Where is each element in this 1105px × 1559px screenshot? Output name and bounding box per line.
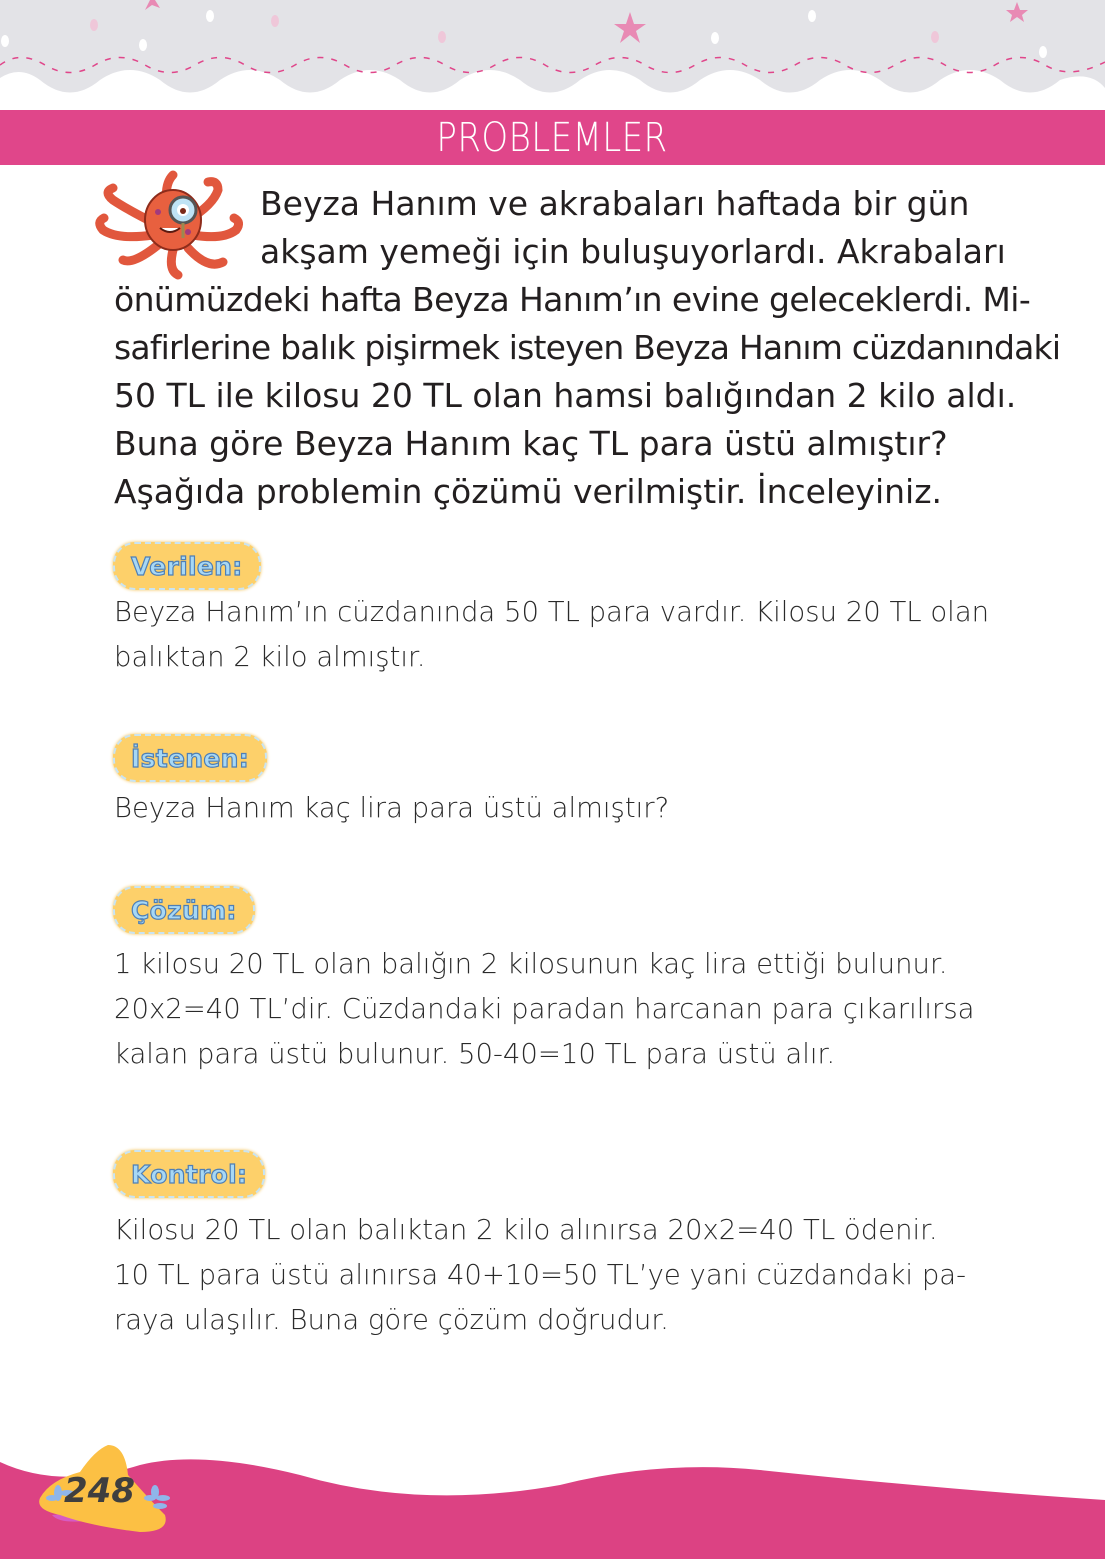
intro-line: safirlerine balık pişirmek isteyen Beyza Hanım cüzdanındaki (114, 328, 1061, 367)
section-badge-istenen (113, 734, 267, 782)
section-badge-kontrol (113, 1150, 265, 1198)
section-label: Kontrol: (131, 1159, 248, 1189)
section-badge-verilen (113, 542, 261, 590)
page-title-bar (0, 110, 1105, 165)
page-number: 248 (64, 1471, 135, 1511)
intro-line: Buna göre Beyza Hanım kaç TL para üstü almıştır? (114, 424, 948, 463)
section-line: 1 kilosu 20 TL olan balığın 2 kilosunun kaç lira ettiği bulunur. (114, 948, 948, 980)
intro-line: Aşağıda problemin çözümü verilmiştir. İnceleyiniz. (114, 472, 943, 511)
section-line: 20x2=40 TL’dir. Cüzdandaki paradan harcanan para çıkarılırsa (114, 993, 975, 1025)
intro-line: önümüzdeki hafta Beyza Hanım’ın evine geleceklerdi. Mi- (114, 280, 1031, 319)
intro-line: Beyza Hanım ve akrabaları haftada bir gün (260, 184, 970, 223)
section-text-verilen (114, 590, 1014, 680)
intro-line: 50 TL ile kilosu 20 TL olan hamsi balığından 2 kilo aldı. (114, 376, 1017, 415)
section-line: 10 TL para üstü alınırsa 40+10=50 TL’ye yani cüzdandaki pa- (114, 1259, 967, 1291)
section-line: Kilosu 20 TL olan balıktan 2 kilo alınırsa 20x2=40 TL ödenir. (114, 1214, 938, 1246)
problem-statement (114, 180, 1061, 516)
section-line: Beyza Hanım’ın cüzdanında 50 TL para vardır. Kilosu 20 TL olan (114, 596, 990, 628)
section-text-istenen (114, 786, 1014, 831)
section-text-cozum (114, 942, 1014, 1077)
intro-line: akşam yemeği için buluşuyorlardı. Akrabaları (260, 232, 1006, 271)
section-badge-cozum (113, 886, 255, 934)
page-title: PROBLEMLER (436, 114, 669, 161)
section-line: balıktan 2 kilo almıştır. (114, 641, 426, 673)
section-label: İstenen: (131, 743, 250, 773)
section-line: raya ulaşılır. Buna göre çözüm doğrudur. (114, 1304, 669, 1336)
decorative-footer-wave (0, 1420, 1105, 1559)
section-line: Beyza Hanım kaç lira para üstü almıştır? (114, 792, 670, 824)
decorative-header-band (0, 0, 1105, 105)
section-label: Verilen: (131, 551, 243, 581)
section-line: kalan para üstü bulunur. 50-40=10 TL para üstü alır. (114, 1038, 836, 1070)
section-text-kontrol (114, 1208, 1014, 1343)
section-label: Çözüm: (131, 895, 237, 925)
